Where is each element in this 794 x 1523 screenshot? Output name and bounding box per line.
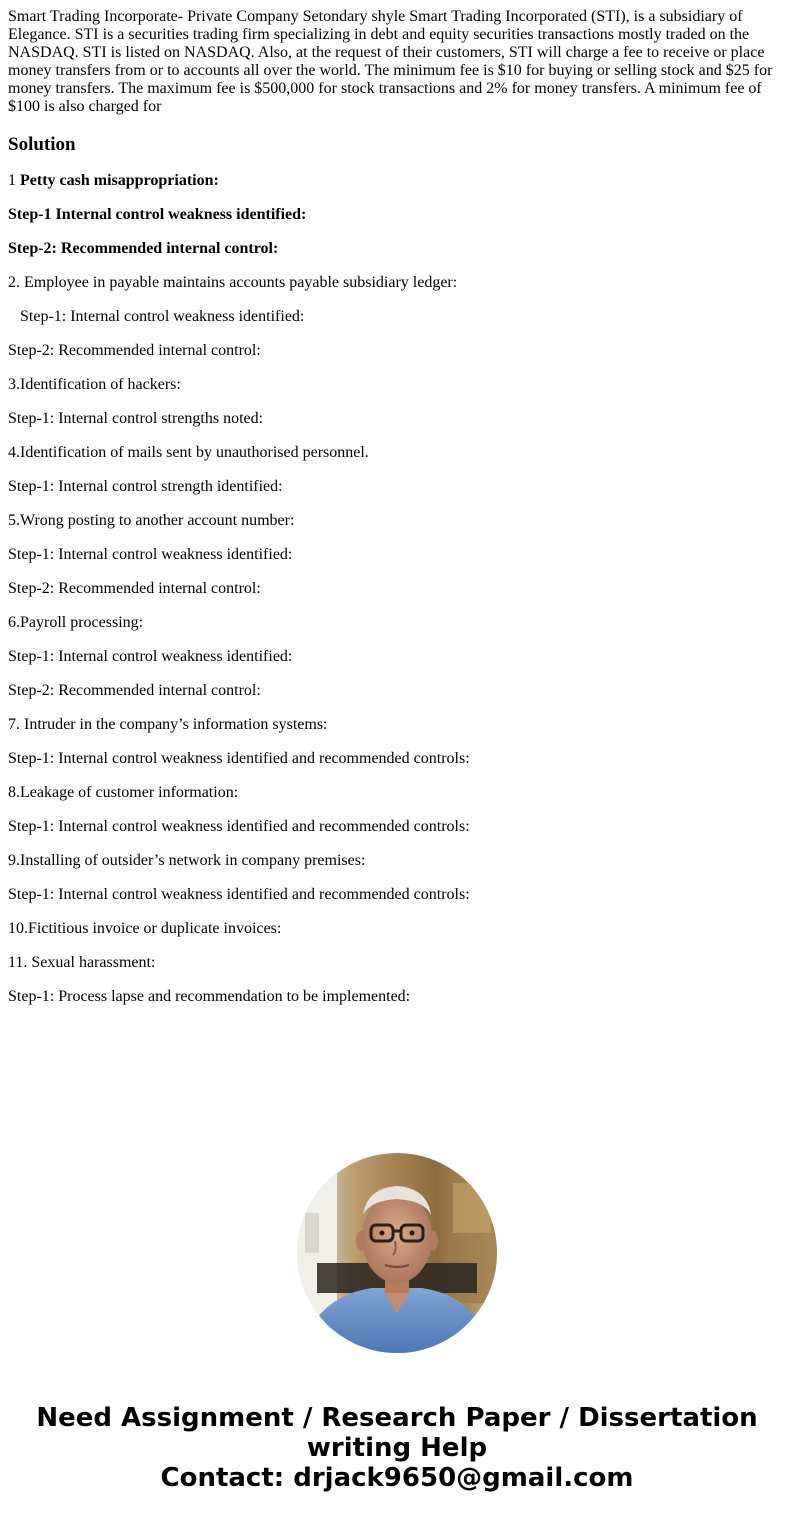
item-11-step-1: Step-1: Process lapse and recommendation to be implemented: [8,988,411,1005]
item-2-step-2: Step-2: Recommended internal control: [8,342,261,359]
contact-email: Contact: drjack9650@gmail.com [160,1463,634,1493]
item-4-title: 4.Identification of mails sent by unauthorised personnel. [8,444,369,461]
item-4-step-1: Step-1: Internal control strength identified: [8,478,283,495]
banner-line-1: Need Assignment / Research Paper / Dissertation [36,1403,758,1433]
contact-banner [0,1403,794,1493]
solution-heading: Solution [8,134,76,155]
item-3-step-1: Step-1: Internal control strengths noted: [8,410,264,427]
question-text: Smart Trading Incorporate- Private Company Setondary shyle Smart Trading Incorporated (STI), is a subsidiary of Elegance. STI is a securities trading firm specializing in debt and equity securities transactions mostly traded on the NASDAQ. STI is listed on NASDAQ. Also, at the request of their customers, STI will charge a fee to receive or place money transfers from or to accounts all over the world. The minimum fee is $10 for buying or selling stock and $25 for money transfers. The maximum fee is $500,000 for stock transactions and 2% for money transfers. A minimum fee of $100 is also charged for [8,8,773,115]
item-2-title: 2. Employee in payable maintains accounts payable subsidiary ledger: [8,274,458,291]
item-1-step-2: Step-2: Recommended internal control: [8,240,279,257]
item-8-step-1: Step-1: Internal control weakness identified and recommended controls: [8,818,470,835]
item-5-title: 5.Wrong posting to another account number: [8,512,295,529]
item-3-title: 3.Identification of hackers: [8,376,181,393]
item-10-title: 10.Fictitious invoice or duplicate invoices: [8,920,282,937]
item-7-step-1: Step-1: Internal control weakness identified and recommended controls: [8,750,470,767]
item-6-title: 6.Payroll processing: [8,614,144,631]
banner-line-2: writing Help [306,1433,488,1463]
item-9-title: 9.Installing of outsider’s network in company premises: [8,852,366,869]
author-avatar [297,1153,497,1353]
item-7-title: 7. Intruder in the company’s information systems: [8,716,328,733]
item-9-step-1: Step-1: Internal control weakness identified and recommended controls: [8,886,470,903]
item-11-title: 11. Sexual harassment: [8,954,156,971]
author-portrait-image [297,1153,497,1353]
item-6-step-1: Step-1: Internal control weakness identified: [8,648,293,665]
item-5-step-2: Step-2: Recommended internal control: [8,580,261,597]
item-1-number: 1 [8,172,20,189]
item-1-title [8,172,786,190]
item-1-title-text: Petty cash misappropriation: [20,172,219,189]
item-2-step-1: Step-1: Internal control weakness identified: [20,308,305,325]
item-5-step-1: Step-1: Internal control weakness identified: [8,546,293,563]
item-1-step-1: Step-1 Internal control weakness identified: [8,206,307,223]
item-6-step-2: Step-2: Recommended internal control: [8,682,261,699]
item-8-title: 8.Leakage of customer information: [8,784,239,801]
